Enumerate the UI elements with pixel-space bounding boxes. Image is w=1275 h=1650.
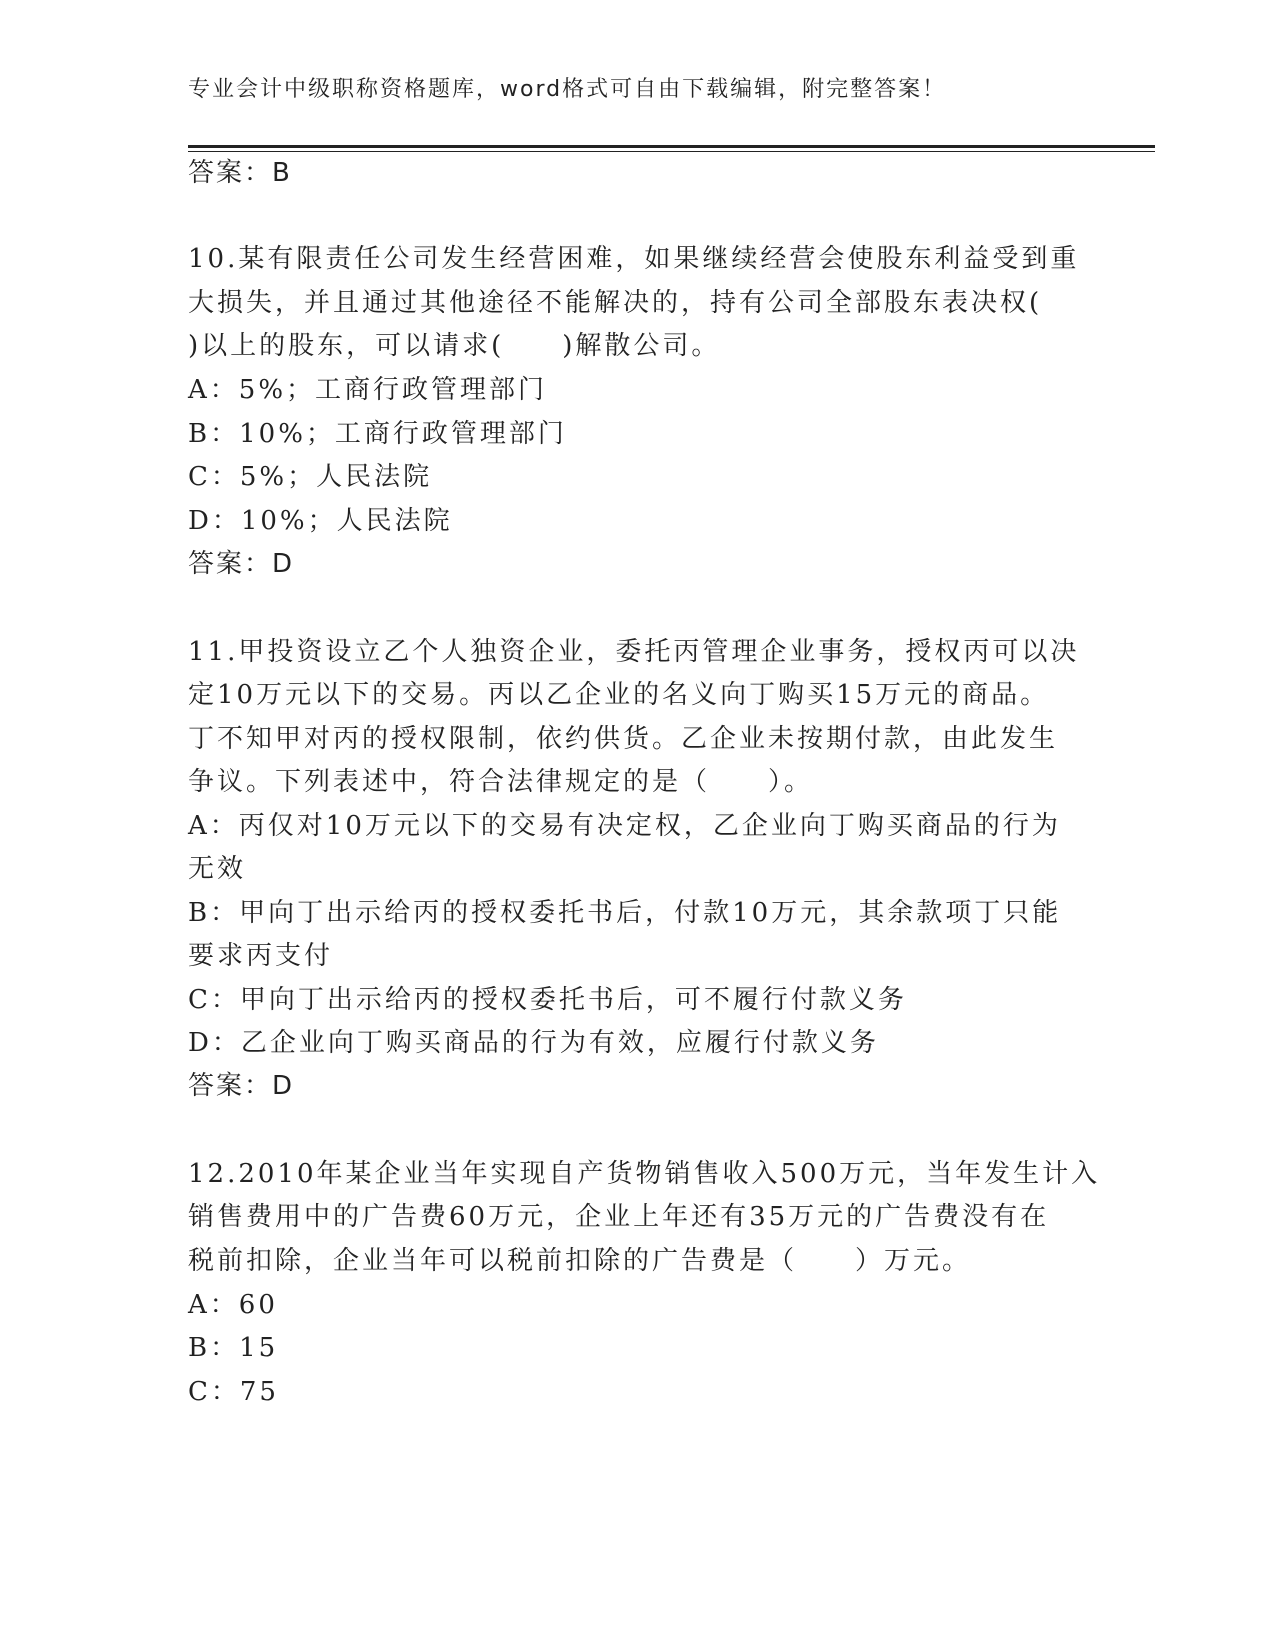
question-11-option-c: C：甲向丁出示给丙的授权委托书后，可不履行付款义务	[188, 985, 907, 1015]
question-12-option-c: C：75	[188, 1377, 279, 1407]
question-10-option-b: B：10%；工商行政管理部门	[188, 419, 567, 449]
question-10-option-d: D：10%；人民法院	[188, 506, 453, 536]
question-11-option-a: A：丙仅对10万元以下的交易有决定权，乙企业向丁购买商品的行为	[188, 811, 1061, 841]
question-10-option-a: A：5%；工商行政管理部门	[188, 375, 548, 405]
question-11-option-d: D：乙企业向丁购买商品的行为有效，应履行付款义务	[188, 1028, 879, 1058]
page-header: 专业会计中级职称资格题库，word格式可自由下载编辑，附完整答案！	[188, 77, 947, 102]
question-12-line: 销售费用中的广告费60万元，企业上年还有35万元的广告费没有在	[188, 1202, 1050, 1232]
header-divider	[188, 145, 1155, 148]
question-11-line: 定10万元以下的交易。丙以乙企业的名义向丁购买15万元的商品。	[188, 680, 1050, 710]
question-12-option-b: B：15	[188, 1333, 279, 1363]
answer-9: 答案：B	[188, 158, 292, 188]
question-11-option-b-cont: 要求丙支付	[188, 941, 334, 971]
question-11-option-a-cont: 无效	[188, 854, 247, 884]
question-10-option-c: C：5%；人民法院	[188, 462, 433, 492]
question-11-option-b: B：甲向丁出示给丙的授权委托书后，付款10万元，其余款项丁只能	[188, 898, 1062, 928]
header-divider-thin	[188, 151, 1155, 152]
question-12-option-a: A：60	[188, 1290, 278, 1320]
question-10-line: 大损失，并且通过其他途径不能解决的，持有公司全部股东表决权(	[188, 288, 1043, 318]
question-10-line: )以上的股东，可以请求( )解散公司。	[188, 331, 721, 361]
answer-11: 答案：D	[188, 1071, 295, 1101]
question-12-line: 税前扣除，企业当年可以税前扣除的广告费是（ ）万元。	[188, 1246, 972, 1276]
question-11-line: 丁不知甲对丙的授权限制，依约供货。乙企业未按期付款，由此发生	[188, 724, 1059, 754]
question-10-line: 10.某有限责任公司发生经营困难，如果继续经营会使股东利益受到重	[188, 244, 1080, 274]
question-12-line: 12.2010年某企业当年实现自产货物销售收入500万元，当年发生计入	[188, 1159, 1101, 1189]
question-11-line: 争议。下列表述中，符合法律规定的是（ ）。	[188, 767, 814, 797]
question-11-line: 11.甲投资设立乙个人独资企业，委托丙管理企业事务，授权丙可以决	[188, 637, 1080, 667]
answer-10: 答案：D	[188, 549, 295, 579]
